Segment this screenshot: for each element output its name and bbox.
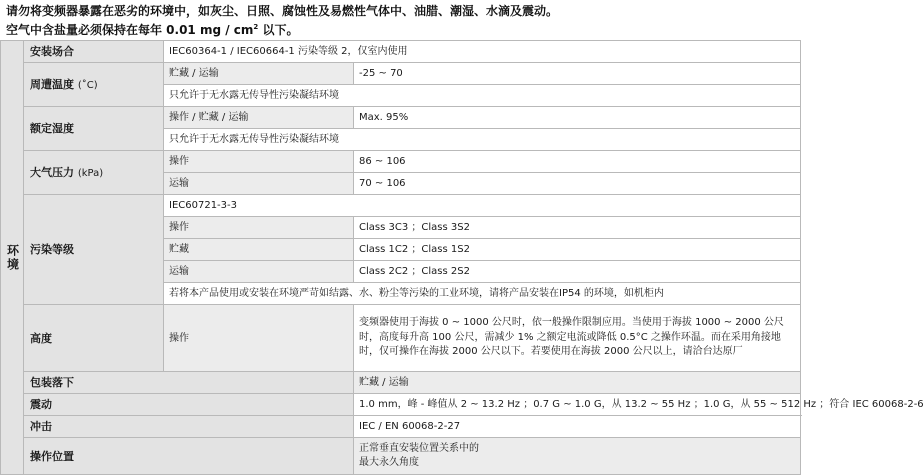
- pollution-value-1: Class 3C3 ；Class 3S2: [354, 217, 801, 239]
- packaging-label: 包装落下: [24, 372, 354, 394]
- pollution-cond-2: 贮藏: [164, 239, 354, 261]
- pollution-cond-1: 操作: [164, 217, 354, 239]
- pollution-value-2: Class 1C2 ；Class 1S2: [354, 239, 801, 261]
- shock-value: IEC / EN 60068-2-27: [354, 416, 801, 438]
- notice-box: [0, 0, 800, 40]
- notice-line-2: [6, 19, 794, 38]
- temperature-label: [24, 63, 164, 107]
- environment-category: 环境: [1, 41, 24, 475]
- notice-line-2-sup: 2: [253, 23, 259, 31]
- temperature-label-text: 周遭温度: [30, 77, 74, 91]
- table-row: [1, 438, 801, 475]
- vibration-value: 1.0 mm，峰 - 峰值从 2 ~ 13.2 Hz ；0.7 G ~ 1.0 G，从 13.2 ~ 55 Hz ；1.0 G，从 55 ~ 512 Hz ；符合 IEC 60068-2-6: [354, 394, 801, 416]
- temperature-unit: (˚C): [77, 79, 98, 91]
- humidity-label: 额定湿度: [24, 107, 164, 151]
- table-row: [1, 394, 801, 416]
- packaging-cond: 贮藏 / 运输: [354, 372, 801, 394]
- altitude-cond: 操作: [164, 305, 354, 372]
- notice-line-1: 请勿将变频器暴露在恶劣的环境中，如灰尘、日照、腐蚀性及易燃性气体中、油腊、潮湿、水滴及震动。: [6, 4, 559, 18]
- install-value: IEC60364-1 / IEC60664-1 污染等级 2，仅室内使用: [164, 41, 801, 63]
- vibration-label: 震动: [24, 394, 354, 416]
- pollution-cond-3: 运输: [164, 261, 354, 283]
- table-row: [1, 305, 801, 372]
- pressure-unit: (kPa): [77, 167, 104, 179]
- table-row: [1, 195, 801, 217]
- pollution-note: 若将本产品使用或安装在环境严苛如结露、水、粉尘等污染的工业环境，请将产品安装在IP54 的环境，如机柜内: [164, 283, 801, 305]
- altitude-value: 变频器使用于海拔 0 ~ 1000 公尺时，依一般操作限制应用。当使用于海拔 1000 ~ 2000 公尺时，高度每升高 100 公尺，需减少 1% 之额定电流或降低 0.5°C 之操作环温。而在采用角接地时，仅可操作在海拔 2000 公尺以下。若要使用在海拔 2000 公尺以上，请洽台达原厂: [354, 305, 801, 372]
- pollution-value-3: Class 2C2 ；Class 2S2: [354, 261, 801, 283]
- altitude-label: 高度: [24, 305, 164, 372]
- table-row: [1, 107, 801, 129]
- position-cond-line-2: 最大永久角度: [359, 457, 419, 468]
- pressure-value-2: 70 ~ 106: [354, 173, 801, 195]
- pressure-label-text: 大气压力: [30, 165, 74, 179]
- spec-table: [0, 40, 924, 475]
- pollution-standard: IEC60721-3-3: [164, 195, 801, 217]
- position-label: 操作位置: [24, 438, 354, 475]
- table-row: [1, 63, 801, 85]
- temperature-note: 只允许于无水露无传导性污染凝结环境: [164, 85, 801, 107]
- table-row: [1, 416, 801, 438]
- humidity-value: Max. 95%: [354, 107, 801, 129]
- table-row: [1, 41, 801, 63]
- position-cond-line-1: 正常垂直安装位置关系中的: [359, 442, 479, 454]
- notice-line-2-end: 以下。: [258, 23, 299, 37]
- humidity-cond: 操作 / 贮藏 / 运输: [164, 107, 354, 129]
- temperature-value: -25 ~ 70: [354, 63, 801, 85]
- table-row: [1, 151, 801, 173]
- pressure-cond-2: 运输: [164, 173, 354, 195]
- pressure-label: [24, 151, 164, 195]
- install-label: 安装场合: [24, 41, 164, 63]
- notice-line-2-text: 空气中含盐量必须保持在每年 0.01 mg / cm: [6, 23, 254, 37]
- table-row: [1, 372, 801, 394]
- humidity-note: 只允许于无水露无传导性污染凝结环境: [164, 129, 801, 151]
- pressure-value-1: 86 ~ 106: [354, 151, 801, 173]
- shock-label: 冲击: [24, 416, 354, 438]
- temperature-cond: 贮藏 / 运输: [164, 63, 354, 85]
- pressure-cond-1: 操作: [164, 151, 354, 173]
- pollution-label: 污染等级: [24, 195, 164, 305]
- position-cond: [354, 438, 801, 475]
